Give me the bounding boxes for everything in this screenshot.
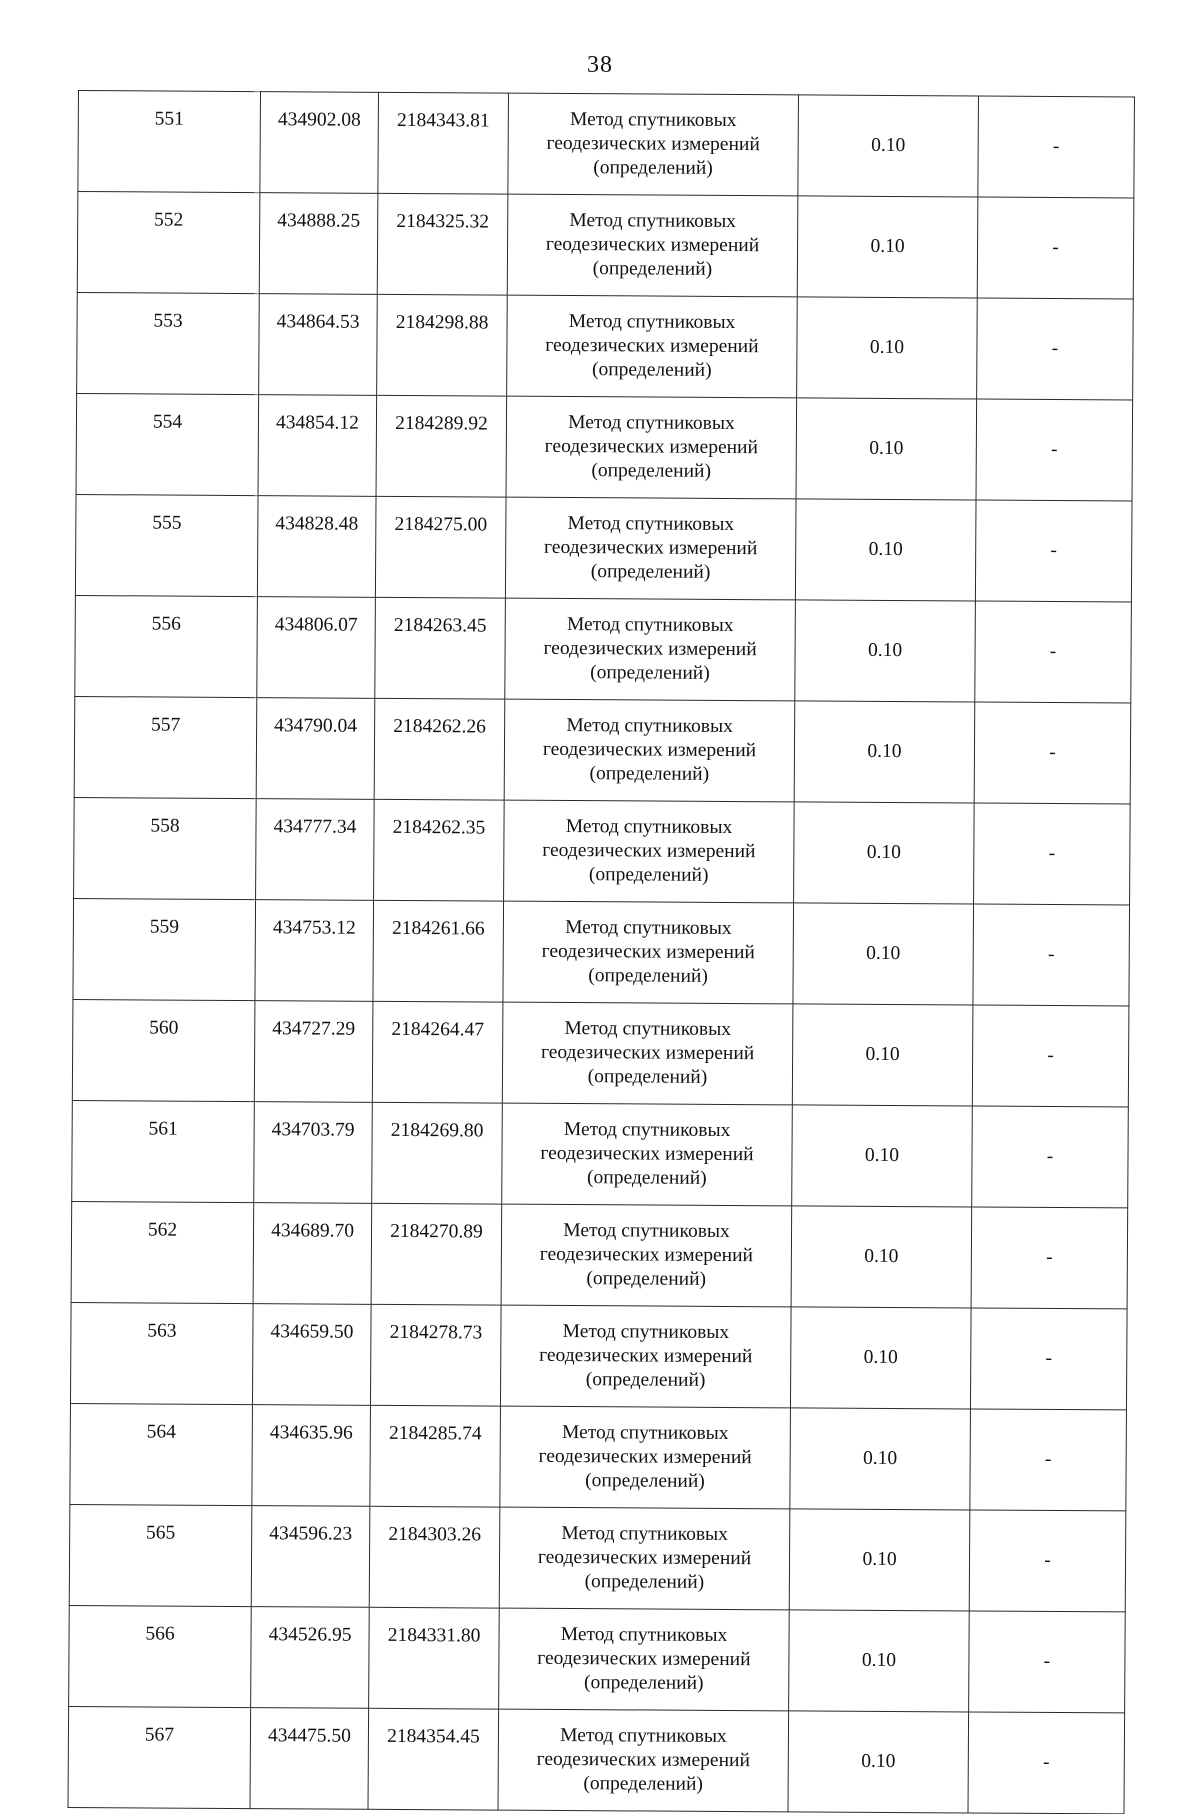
note-value: -: [1049, 741, 1056, 763]
method-line-2: геодезических измерений: [542, 738, 757, 762]
point-number: 565: [145, 1522, 176, 1544]
method-line-2: геодезических измерений: [539, 1344, 753, 1368]
method-line-2: геодезических измерений: [542, 839, 756, 863]
note-cell: [974, 803, 1131, 905]
method-cell: [504, 699, 795, 802]
method-line-1: Метод спутниковых: [566, 613, 734, 637]
method-line-3: (определений): [591, 460, 712, 482]
method-line-1: Метод спутниковых: [560, 1623, 728, 1646]
method-line-3: (определений): [583, 1672, 704, 1694]
method-line-1: Метод спутниковых: [566, 714, 733, 738]
method-line-1: Метод спутниковых: [569, 210, 737, 233]
point-number: 566: [145, 1623, 175, 1645]
accuracy-cell: [797, 196, 978, 298]
point-number-cell: [75, 494, 258, 596]
x-coordinate-cell: [256, 698, 375, 800]
accuracy-cell: [793, 903, 974, 1005]
method-line-3: (определений): [583, 1773, 704, 1795]
method-line-1: Метод спутниковых: [568, 412, 735, 435]
point-number: 552: [154, 209, 184, 231]
accuracy-cell: [795, 499, 976, 601]
accuracy-cell: [790, 1307, 971, 1409]
method-cell: [504, 800, 795, 903]
method-line-1: Метод спутниковых: [560, 1724, 727, 1747]
point-number-cell: [69, 1504, 252, 1606]
point-number-cell: [78, 91, 261, 193]
y-coordinate: 2184354.45: [387, 1725, 480, 1748]
x-coordinate-cell: [253, 1203, 372, 1305]
accuracy-cell: [794, 802, 975, 904]
point-number-cell: [73, 898, 256, 1000]
method-cell: [507, 194, 798, 297]
accuracy-cell: [789, 1509, 970, 1611]
method-line-1: Метод спутниковых: [565, 815, 733, 839]
method-line-2: геодезических измерений: [545, 233, 760, 257]
point-number: 554: [152, 411, 183, 433]
table-row: [71, 1201, 1128, 1308]
accuracy-cell: [797, 297, 978, 399]
accuracy-value: 0.10: [867, 639, 903, 662]
method-line-3: (определений): [586, 1268, 707, 1290]
table-row: [74, 797, 1131, 904]
method-line-1: Метод спутниковых: [568, 311, 736, 334]
accuracy-value: 0.10: [868, 538, 903, 561]
y-coordinate-cell: [375, 496, 506, 598]
accuracy-cell: [792, 1004, 973, 1106]
point-number-cell: [74, 797, 257, 899]
accuracy-value: 0.10: [864, 1245, 899, 1268]
x-coordinate: 434703.79: [271, 1119, 355, 1141]
note-cell: [975, 500, 1132, 602]
note-value: -: [1051, 337, 1059, 359]
method-cell: [500, 1406, 791, 1509]
method-line-1: Метод спутниковых: [563, 1219, 730, 1243]
point-number: 558: [150, 815, 180, 837]
point-number-cell: [68, 1706, 251, 1808]
y-coordinate: 2184303.26: [388, 1523, 482, 1546]
note-cell: [968, 1712, 1125, 1814]
y-coordinate-cell: [371, 1203, 502, 1305]
note-value: -: [1045, 1347, 1053, 1369]
x-coordinate-cell: [259, 193, 378, 295]
y-coordinate: 2184275.00: [394, 513, 488, 536]
method-line-1: Метод спутниковых: [561, 1522, 729, 1545]
point-number: 553: [153, 310, 183, 332]
x-coordinate-cell: [257, 496, 376, 598]
x-coordinate-cell: [254, 1102, 373, 1204]
x-coordinate-cell: [250, 1708, 369, 1810]
accuracy-cell: [798, 95, 979, 197]
y-coordinate-cell: [369, 1506, 500, 1608]
method-cell: [506, 396, 797, 499]
y-coordinate: 2184269.80: [390, 1119, 484, 1142]
note-cell: [969, 1510, 1126, 1612]
method-line-2: геодезических измерений: [543, 637, 757, 661]
y-coordinate-cell: [377, 294, 508, 396]
note-value: -: [1046, 1145, 1054, 1167]
method-line-1: Метод спутниковых: [563, 1118, 731, 1142]
accuracy-value: 0.10: [869, 336, 905, 359]
x-coordinate: 434727.29: [272, 1018, 356, 1040]
note-cell: [974, 702, 1131, 804]
coordinates-table: [68, 90, 1135, 1814]
point-number: 557: [150, 714, 181, 736]
point-number-cell: [70, 1403, 253, 1505]
point-number: 556: [151, 613, 181, 635]
note-value: -: [1051, 438, 1058, 460]
x-coordinate: 434806.07: [274, 614, 358, 636]
y-coordinate-cell: [375, 597, 506, 699]
y-coordinate-cell: [376, 395, 507, 497]
x-coordinate-cell: [256, 799, 375, 901]
y-coordinate: 2184270.89: [390, 1220, 483, 1243]
method-cell: [499, 1608, 790, 1711]
accuracy-value: 0.10: [865, 1043, 900, 1066]
method-line-2: геодезических измерений: [546, 132, 760, 156]
method-line-1: Метод спутниковых: [569, 109, 737, 132]
accuracy-cell: [796, 398, 977, 500]
method-line-3: (определений): [587, 1167, 707, 1189]
note-value: -: [1044, 1549, 1051, 1571]
y-coordinate-cell: [378, 92, 509, 194]
table-row: [73, 898, 1130, 1005]
coordinates-table-wrapper: [68, 90, 1134, 1814]
y-coordinate-cell: [372, 1102, 503, 1204]
accuracy-value: 0.10: [870, 235, 905, 258]
accuracy-cell: [791, 1206, 972, 1308]
method-line-3: (определений): [593, 157, 713, 179]
x-coordinate-cell: [255, 900, 374, 1002]
point-number-cell: [76, 393, 259, 495]
method-line-1: Метод спутниковых: [561, 1421, 729, 1444]
x-coordinate-cell: [257, 597, 376, 699]
method-line-2: геодезических измерений: [538, 1445, 752, 1469]
note-value: -: [1046, 1246, 1053, 1268]
note-cell: [972, 1005, 1129, 1107]
method-line-3: (определений): [588, 965, 708, 987]
method-cell: [505, 598, 796, 701]
point-number-cell: [70, 1302, 253, 1404]
point-number-cell: [72, 1100, 255, 1202]
y-coordinate: 2184325.32: [396, 210, 490, 233]
method-line-3: (определений): [592, 258, 713, 280]
method-cell: [498, 1709, 789, 1812]
table-row: [76, 393, 1133, 500]
note-cell: [976, 399, 1133, 501]
x-coordinate: 434753.12: [272, 917, 356, 939]
table-row: [72, 999, 1129, 1106]
x-coordinate: 434689.70: [271, 1220, 355, 1242]
x-coordinate-cell: [259, 294, 378, 396]
note-value: -: [1047, 943, 1055, 965]
method-line-3: (определений): [587, 1066, 708, 1088]
y-coordinate: 2184263.45: [393, 614, 487, 637]
note-value: -: [1048, 842, 1056, 864]
x-coordinate: 434854.12: [275, 412, 359, 434]
note-cell: [977, 197, 1134, 299]
method-line-2: геодезических измерений: [537, 1546, 752, 1570]
y-coordinate: 2184262.35: [392, 816, 486, 839]
method-cell: [501, 1204, 792, 1307]
note-value: -: [1044, 1448, 1052, 1470]
table-row: [77, 292, 1134, 399]
note-value: -: [1042, 1751, 1050, 1773]
note-value: -: [1052, 236, 1059, 258]
point-number: 555: [152, 512, 182, 534]
point-number-cell: [77, 192, 260, 294]
point-number-cell: [75, 595, 258, 697]
table-row: [75, 595, 1132, 702]
method-line-2: геодезических измерений: [545, 334, 759, 358]
x-coordinate: 434526.95: [268, 1624, 352, 1646]
y-coordinate: 2184331.80: [387, 1624, 481, 1647]
y-coordinate: 2184278.73: [389, 1321, 483, 1344]
point-number: 551: [154, 108, 185, 130]
note-cell: [970, 1308, 1127, 1410]
accuracy-value: 0.10: [861, 1649, 897, 1672]
note-value: -: [1050, 539, 1058, 561]
y-coordinate: 2184298.88: [395, 311, 489, 334]
note-cell: [969, 1611, 1126, 1713]
point-number: 560: [149, 1017, 179, 1039]
x-coordinate-cell: [260, 92, 379, 194]
method-line-3: (определений): [590, 561, 711, 583]
method-line-2: геодезических измерений: [544, 536, 758, 560]
method-line-1: Метод спутниковых: [565, 916, 732, 940]
note-value: -: [1047, 1044, 1054, 1066]
method-line-1: Метод спутниковых: [564, 1017, 732, 1041]
note-cell: [977, 298, 1134, 400]
table-row: [70, 1403, 1127, 1510]
y-coordinate: 2184264.47: [391, 1018, 485, 1041]
method-line-3: (определений): [589, 763, 710, 785]
x-coordinate: 434596.23: [269, 1523, 353, 1545]
y-coordinate-cell: [370, 1304, 501, 1406]
method-cell: [505, 497, 796, 600]
method-line-3: (определений): [585, 1369, 706, 1391]
accuracy-value: 0.10: [861, 1750, 896, 1773]
method-line-2: геодезических измерений: [544, 435, 759, 459]
note-cell: [973, 904, 1130, 1006]
x-coordinate-cell: [251, 1607, 370, 1709]
table-row: [68, 1706, 1125, 1813]
x-coordinate: 434828.48: [275, 513, 359, 535]
x-coordinate: 434888.25: [277, 210, 361, 232]
method-line-3: (определений): [585, 1470, 705, 1492]
y-coordinate-cell: [369, 1607, 500, 1709]
y-coordinate-cell: [374, 799, 505, 901]
method-cell: [503, 901, 794, 1004]
x-coordinate: 434777.34: [273, 816, 357, 838]
accuracy-value: 0.10: [866, 942, 901, 965]
point-number: 562: [147, 1219, 178, 1241]
accuracy-value: 0.10: [867, 740, 902, 763]
method-line-3: (определений): [588, 864, 709, 886]
method-cell: [508, 93, 799, 196]
method-line-2: геодезических измерений: [536, 1748, 750, 1772]
accuracy-value: 0.10: [864, 1144, 900, 1167]
note-cell: [978, 96, 1135, 198]
method-line-2: геодезических измерений: [540, 1142, 754, 1166]
note-cell: [970, 1409, 1127, 1511]
note-cell: [975, 601, 1132, 703]
method-line-3: (определений): [591, 359, 712, 381]
note-value: -: [1049, 640, 1057, 662]
method-cell: [502, 1002, 793, 1105]
x-coordinate: 434864.53: [276, 311, 360, 333]
x-coordinate-cell: [254, 1001, 373, 1103]
point-number-cell: [69, 1605, 252, 1707]
table-row: [70, 1302, 1127, 1409]
accuracy-value: 0.10: [871, 134, 906, 157]
x-coordinate: 434635.96: [269, 1422, 353, 1444]
y-coordinate-cell: [373, 900, 504, 1002]
y-coordinate-cell: [374, 698, 505, 800]
table-row: [75, 494, 1132, 601]
point-number: 559: [149, 916, 180, 938]
accuracy-value: 0.10: [863, 1346, 898, 1369]
table-row: [69, 1504, 1126, 1611]
method-line-3: (определений): [590, 662, 710, 684]
method-line-2: геодезических измерений: [541, 940, 755, 964]
x-coordinate: 434475.50: [267, 1725, 351, 1747]
accuracy-value: 0.10: [866, 841, 901, 864]
point-number: 561: [148, 1118, 178, 1140]
point-number-cell: [74, 696, 257, 798]
x-coordinate-cell: [252, 1405, 371, 1507]
accuracy-cell: [792, 1105, 973, 1207]
x-coordinate-cell: [258, 395, 377, 497]
method-line-1: Метод спутниковых: [562, 1320, 730, 1344]
method-line-2: геодезических измерений: [539, 1243, 754, 1267]
point-number: 567: [144, 1724, 175, 1746]
y-coordinate: 2184285.74: [388, 1422, 482, 1445]
point-number-cell: [72, 999, 255, 1101]
table-row: [72, 1100, 1129, 1207]
y-coordinate: 2184289.92: [395, 412, 488, 435]
point-number: 564: [146, 1421, 176, 1443]
table-body: [68, 91, 1134, 1814]
x-coordinate: 434790.04: [274, 715, 358, 737]
y-coordinate-cell: [370, 1405, 501, 1507]
y-coordinate: 2184343.81: [396, 109, 490, 132]
x-coordinate-cell: [252, 1304, 371, 1406]
method-cell: [500, 1305, 791, 1408]
accuracy-cell: [788, 1711, 969, 1813]
point-number: 563: [147, 1320, 177, 1342]
method-line-2: геодезических измерений: [540, 1041, 755, 1065]
page-number: 38: [587, 52, 613, 78]
note-cell: [972, 1106, 1129, 1208]
accuracy-value: 0.10: [863, 1447, 898, 1470]
y-coordinate: 2184261.66: [392, 917, 485, 940]
table-row: [78, 91, 1135, 198]
y-coordinate-cell: [377, 193, 508, 295]
x-coordinate: 434902.08: [277, 109, 361, 131]
y-coordinate-cell: [372, 1001, 503, 1103]
method-line-2: геодезических измерений: [537, 1647, 751, 1671]
x-coordinate: 434659.50: [270, 1321, 354, 1343]
method-cell: [502, 1103, 793, 1206]
method-line-1: Метод спутниковых: [567, 512, 735, 536]
x-coordinate-cell: [251, 1506, 370, 1608]
note-cell: [971, 1207, 1128, 1309]
note-value: -: [1043, 1650, 1051, 1672]
method-cell: [507, 295, 798, 398]
y-coordinate: 2184262.26: [393, 715, 486, 738]
y-coordinate-cell: [368, 1708, 499, 1810]
accuracy-value: 0.10: [862, 1548, 897, 1571]
accuracy-value: 0.10: [869, 437, 904, 460]
accuracy-cell: [790, 1408, 971, 1510]
method-cell: [499, 1507, 790, 1610]
note-value: -: [1052, 135, 1060, 157]
table-row: [77, 192, 1134, 299]
point-number-cell: [71, 1201, 254, 1303]
accuracy-cell: [795, 600, 976, 702]
method-line-3: (определений): [584, 1571, 705, 1593]
point-number-cell: [77, 292, 260, 394]
table-row: [74, 696, 1131, 803]
accuracy-cell: [794, 701, 975, 803]
